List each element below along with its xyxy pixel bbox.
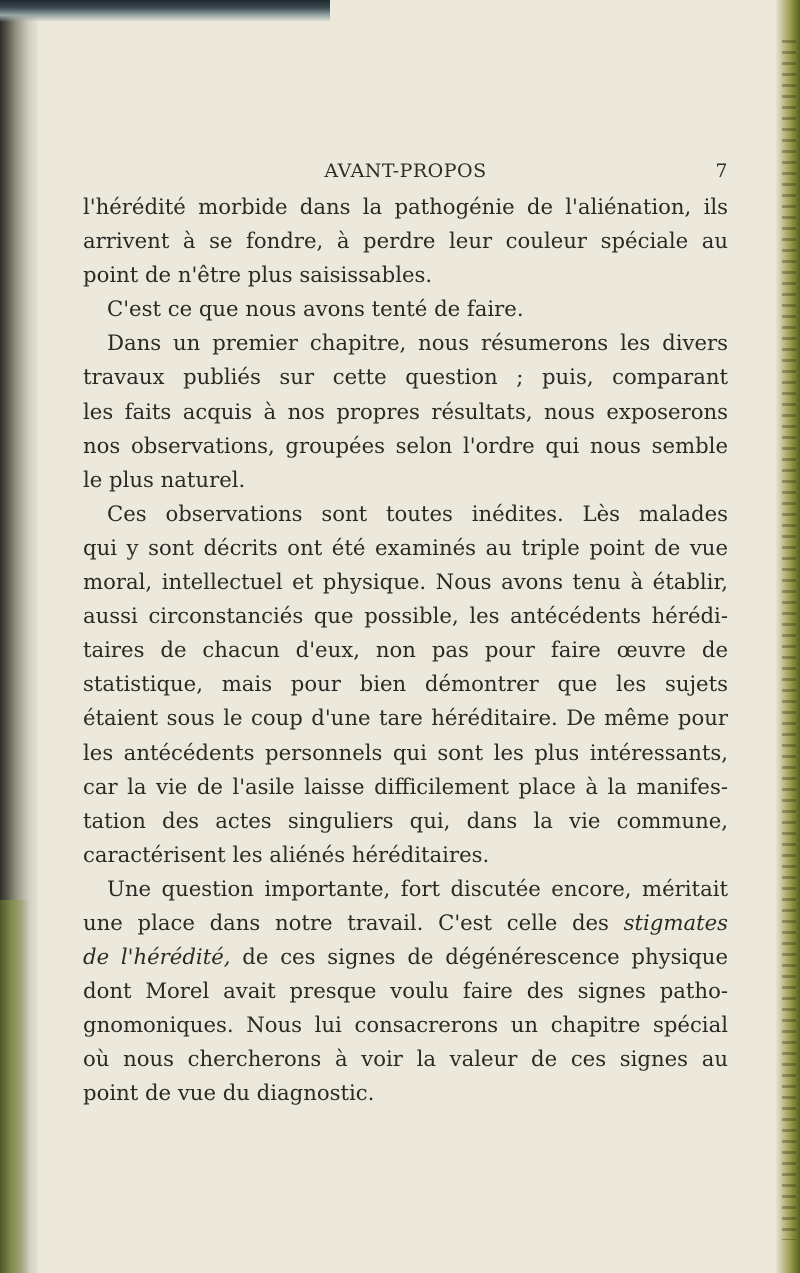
paragraph-1 — [83, 190, 728, 292]
text-segment: une place dans notre travail. C'est celle des — [83, 909, 609, 935]
text-line: les faits acquis à nos propres résultats, nous exposerons — [83, 398, 728, 424]
paragraph-2 — [83, 292, 728, 326]
page-number: 7 — [715, 160, 728, 182]
book-page — [83, 160, 728, 1111]
text-line — [83, 940, 728, 974]
text-line: qui y sont décrits ont été examinés au triple point de vue — [83, 534, 728, 560]
text-line: les antécédents personnels qui sont les plus intéressants, — [83, 739, 728, 765]
text-line: point de n'être plus saisissables. — [83, 262, 433, 288]
text-line: caractérisent les aliénés héréditaires. — [83, 841, 490, 867]
text-segment: de ces signes de dégénérescence physique — [242, 944, 728, 970]
text-line: statistique, mais pour bien démontrer que les sujets — [83, 671, 728, 697]
text-line: moral, intellectuel et physique. Nous avons tenu à établir, — [83, 569, 728, 595]
running-title: AVANT-PROPOS — [324, 160, 487, 182]
text-line — [83, 906, 728, 940]
text-line: taires de chacun d'eux, non pas pour faire œuvre de — [83, 637, 728, 663]
text-line: travaux publiés sur cette question ; puis, comparant — [83, 364, 728, 390]
paragraph-5 — [83, 872, 728, 1111]
text-line: aussi circonstanciés que possible, les antécédents hérédi- — [83, 603, 728, 629]
scan-left-edge — [0, 0, 38, 1273]
italic-term: stigmates — [623, 909, 729, 935]
text-line: nos observations, groupées selon l'ordre qui nous semble — [83, 432, 728, 458]
text-line: où nous chercherons à voir la valeur de ces signes au — [83, 1046, 728, 1072]
text-line: le plus naturel. — [83, 466, 246, 492]
text-line: Dans un premier chapitre, nous résumerons les divers — [107, 330, 728, 356]
text-line: Ces observations sont toutes inédites. Lès malades — [107, 500, 728, 526]
text-line: point de vue du diagnostic. — [83, 1080, 375, 1106]
text-line: dont Morel avait presque voulu faire des signes patho- — [83, 978, 728, 1004]
scan-top-edge — [0, 0, 330, 22]
text-line: gnomoniques. Nous lui consacrerons un chapitre spécial — [83, 1012, 728, 1038]
scan-right-edge — [776, 0, 800, 1273]
text-line: étaient sous le coup d'une tare héréditaire. De même pour — [83, 705, 728, 731]
running-header — [83, 160, 728, 190]
paragraph-3 — [83, 326, 728, 496]
paragraph-4 — [83, 497, 728, 872]
text-line: Une question importante, fort discutée encore, méritait — [107, 875, 728, 901]
text-line: l'hérédité morbide dans la pathogénie de l'aliénation, ils — [83, 194, 728, 219]
italic-term: de l'hérédité, — [83, 944, 231, 970]
text-line: tation des actes singuliers qui, dans la vie commune, — [83, 807, 728, 833]
text-line: C'est ce que nous avons tenté de faire. — [107, 296, 524, 322]
text-line: car la vie de l'asile laisse difficilement place à la manifes- — [83, 773, 728, 799]
text-line: arrivent à se fondre, à perdre leur couleur spéciale au — [83, 228, 728, 254]
